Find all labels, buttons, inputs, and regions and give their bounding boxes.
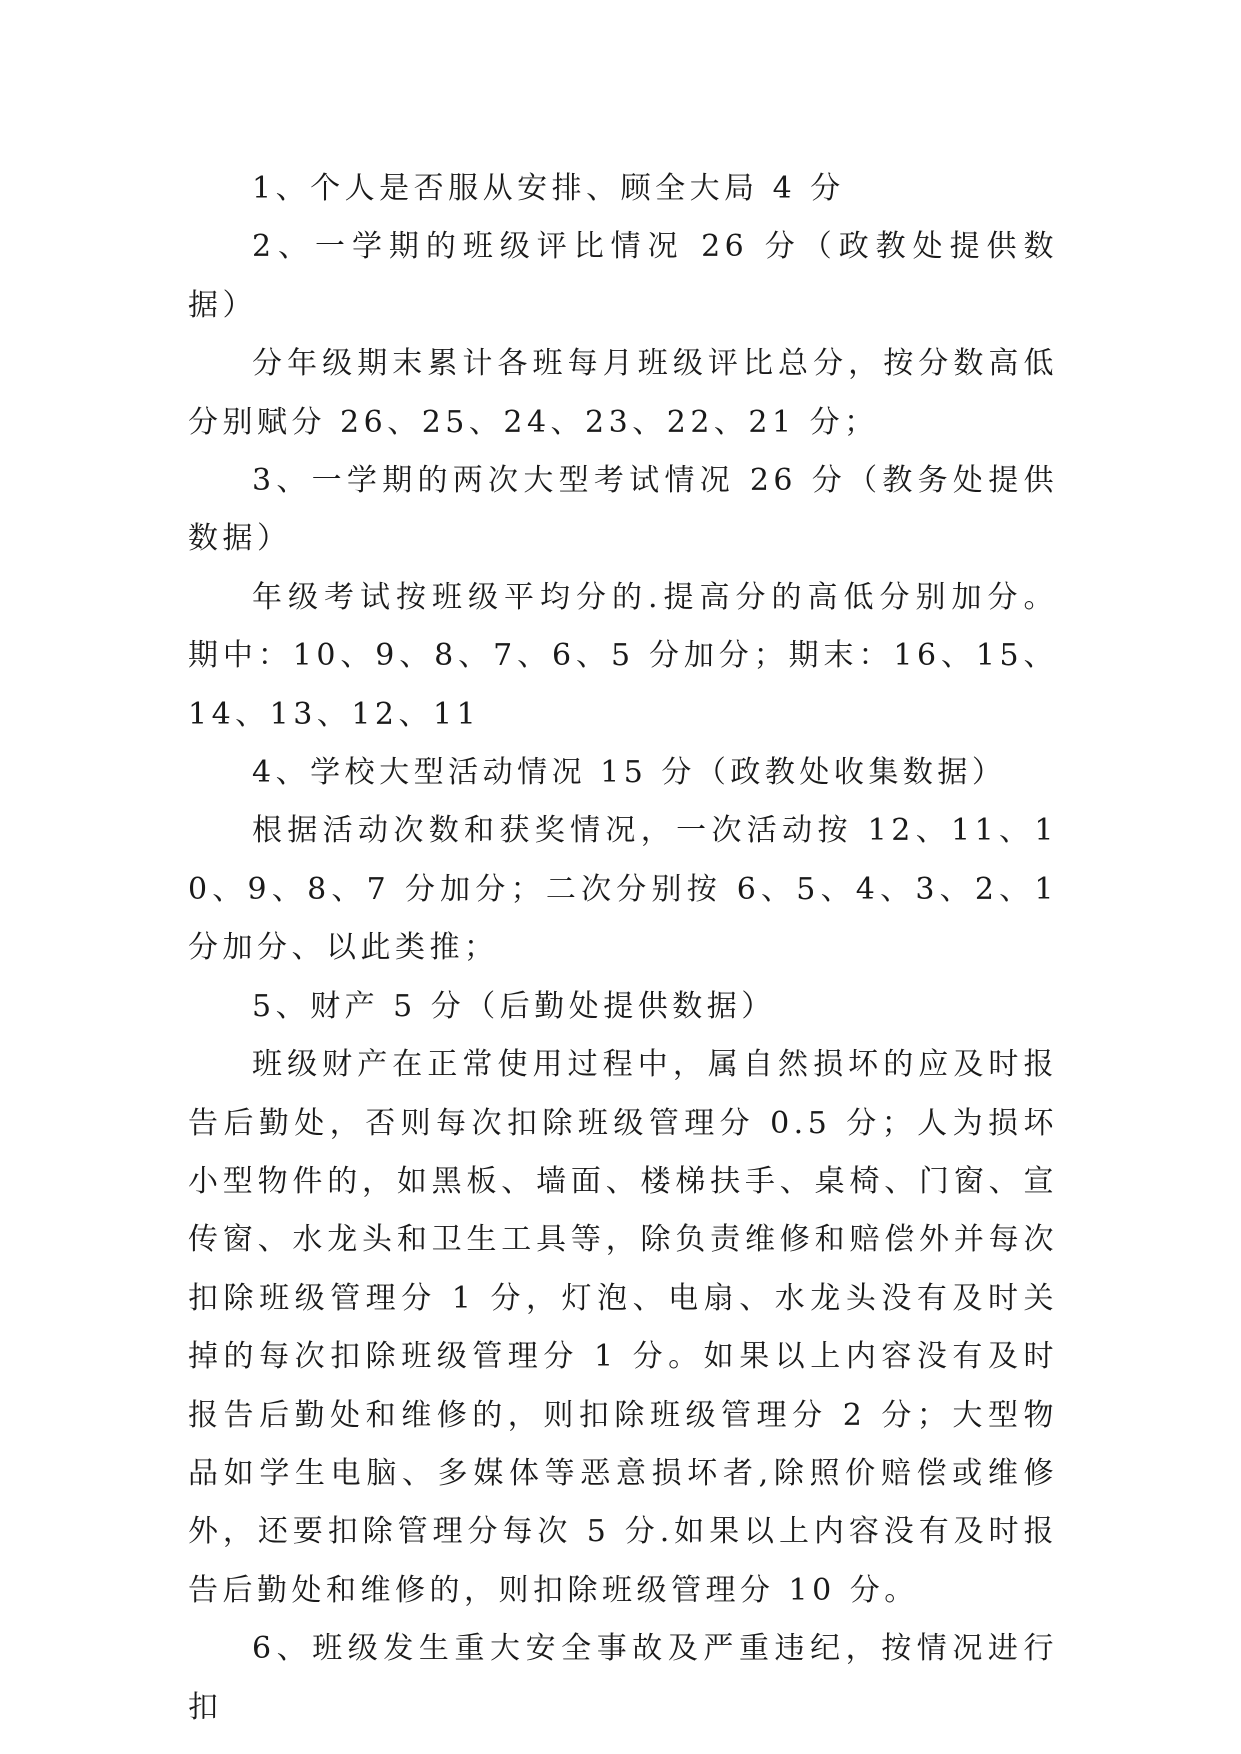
item-4-heading: 4、学校大型活动情况 15 分（政教处收集数据） [252,755,1007,791]
document-body [188,160,1058,1737]
item-5-heading: 5、财产 5 分（后勤处提供数据） [252,988,776,1024]
item-2-heading: 2、一学期的班级评比情况 26 分（政教处提供数据） [188,229,1058,323]
item-1-heading: 1、个人是否服从安排、顾全大局 4 分 [252,171,845,206]
item-3-detail: 年级考试按班级平均分的.提高分的高低分别加分。期中：10、9、8、7、6、5 分加分；期末：16、15、14、13、12、11 [188,579,1058,732]
item-5-detail: 班级财产在正常使用过程中，属自然损坏的应及时报告后勤处，否则每次扣除班级管理分 0.5 分；人为损坏小型物件的，如黑板、墙面、楼梯扶手、桌椅、门窗、宣传窗、水龙头和卫生工具等，除负责维修和赔偿外并每次扣除班级管理分 1 分，灯泡、电扇、水龙头没有及时关掉的每次扣除班级管理分 1 分。如果以上内容没有及时报告后勤处和维修的，则扣除班级管理分 2 分；大型物品如学生电脑、多媒体等恶意损坏者,除照价赔偿或维修外，还要扣除管理分每次 5 分.如果以上内容没有及时报告后勤处和维修的，则扣除班级管理分 10 分。 [188,1047,1058,1608]
item-6-heading: 6、班级发生重大安全事故及严重违纪，按情况进行扣 [188,1631,1058,1725]
item-4-detail: 根据活动次数和获奖情况，一次活动按 12、11、10、9、8、7 分加分；二次分别按 6、5、4、3、2、1 分加分、以此类推； [188,813,1058,966]
item-3-heading: 3、一学期的两次大型考试情况 26 分（教务处提供数据） [188,463,1058,557]
item-2-detail: 分年级期末累计各班每月班级评比总分，按分数高低分别赋分 26、25、24、23、22、21 分； [188,346,1058,440]
